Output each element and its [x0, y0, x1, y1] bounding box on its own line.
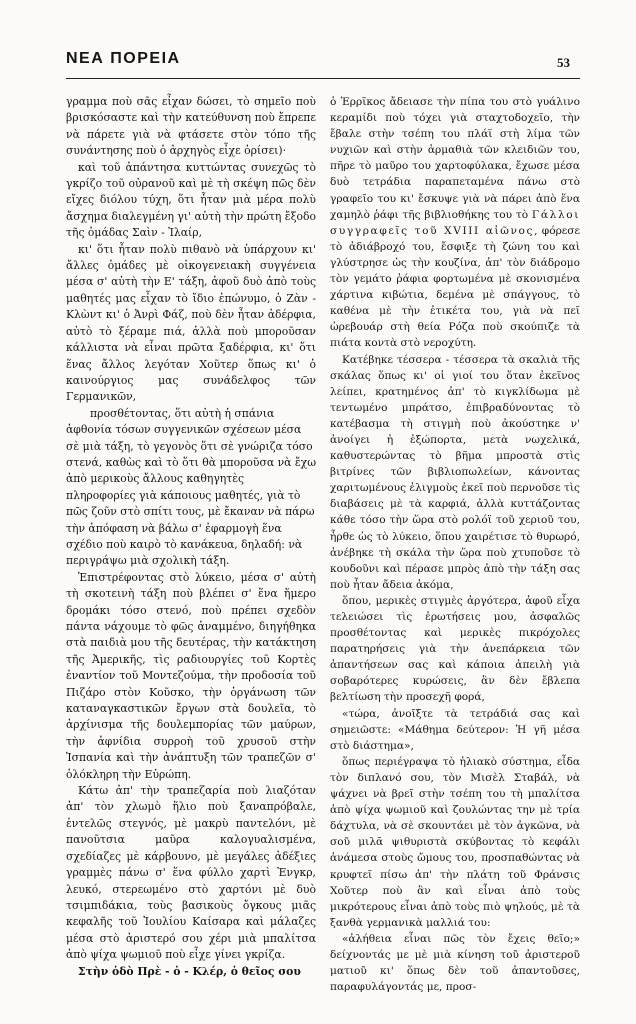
book-title: Γάλλοι συγγραφεῖς τοῦ XVIII αἰῶνος — [330, 208, 580, 237]
paragraph: Κάτω ἀπ' τὴν τραπεζαρία ποὺ λιαζόταν ἀπ' τὸν χλωμὸ ἥλιο ποὺ ξαναπρόβαλε, ἐντελῶς στεγνός, μὲ μακρὺ παντελόνι, μὲ πανοῦτσια μαῦρα καλογυαλισμένα, σχεδίαζες μὲ κάρβουνο, μὲ μεγάλες ἀδέξιες γραμμὲς πάνω σ' ἕνα φύλλο χαρτὶ Ἐνγκρ, λευκό, στερεωμένο στὸ χαρτόνι μὲ δυὸ τσιμπιδάκια, τοὺς βασικοὺς ὄγκους μιᾶς κεφαλῆς τοῦ Ἰουλίου Καίσαρα καὶ μάλαζες μέσα στὸ ἀριστερό σου χέρι μιὰ μπαλίτσα ἀπὸ ψίχα ψωμιοῦ ποὺ εἶχε γίνει γκρίζα. — [66, 784, 316, 962]
paragraph: «ἀλήθεια εἶναι πῶς τὸν ἔχεις θεῖο;» δείχνοντάς με μὲ μιὰ κίνηση τοῦ ἀριστεροῦ ματιοῦ κι' ὅπως δὲν τοῦ ἀπαντοῦσες, παραφυλάγοντάς με, προσ- — [330, 932, 580, 994]
paragraph: προσθέτοντας, ὅτι αὐτὴ ἡ σπάνια ἀφθονία τόσων συγγενικῶν σχέσεων μέσα σὲ μιὰ τάξη, τὸ γεγονὸς ὅτι σὲ γνώριζα τόσο στενά, καθὼς καὶ τὸ ὅτι θὰ μποροῦσα νὰ ἔχω ἀπὸ μερικοὺς ἄλλους καθηγητὲς πληροφορίες γιὰ κάποιους μαθητές, γιὰ τὸ πῶς ζοῦν στὸ σπίτι τους, μὲ ἔκαναν νὰ πάρω τὴν ἀπόφαση νὰ βάλω σ' ἐφαρμογὴ ἕνα σχέδιο ποὺ καιρὸ τὸ κανάκευα, δηλαδή: νὰ περιγράψω μιὰ σχολικὴ τάξη. — [66, 406, 316, 568]
right-column — [330, 94, 580, 995]
paragraph: ὅπου, μερικὲς στιγμὲς ἀργότερα, ἀφοῦ εἶχα τελειώσει τὶς ἐρωτήσεις μου, ἀσφαλῶς προσθέτοντας καὶ μερικὲς πικρόχολες παρατηρήσεις γιὰ τὴν ἀνεπάρκεια τῶν ἀπαντήσεων σας καὶ κάποια ἀπειλὴ γιὰ σοβαρότερες κυρώσεις, ἂν δὲν ἔβλεπα βελτίωση τὴν προσεχῆ φορά, — [330, 594, 580, 704]
paragraph: Κατέβηκε τέσσερα - τέσσερα τὰ σκαλιὰ τῆς σκάλας ὅπως κι' οἱ γιοί του ὅταν ἐκεῖνος λείπει, κρατημένος ἀπ' τὸ κιγκλίδωμα μὲ τεντωμένο μπράτσο, ἐπιβραδύνοντας τὸ κατέβασμα τὴ στιγμὴ ποὺ ἀκούστηκε ν' ἀνοίγει ἡ ἐξώπορτα, μετὰ νωχελικά, καθυστερώντας τὸ βῆμα μπροστὰ στὶς βιτρίνες τῶν βιβλιοπωλείων, κάνοντας χαριτωμένους ἐλιγμοὺς ἐκεῖ ποὺ περνοῦσε τὶς διαβάσεις μὲ τὰ καρφιά, ἀλλὰ κυττάζοντας κάθε τόσο τὴν ὥρα στὸ ρολόϊ τοῦ χεριοῦ του, ἦρθε ὡς τὸ λύκειο, ὅπου χαιρέτισε τὸ θυρωρό, ἀνέβηκε τὴ σκάλα τὴν ὥρα ποὺ χτυποῦσε τὸ κουδοῦνι καὶ πέρασε μπρὸς ἀπὸ τὴν τάξη σας ποὺ ἦταν ἄδεια ἀκόμα, — [330, 353, 580, 591]
paragraph — [330, 94, 580, 352]
paragraph: Ἐπιστρέφοντας στὸ λύκειο, μέσα σ' αὐτὴ τὴ σκοτεινὴ τάξη ποὺ βλέπει σ' ἕνα ἥμερο δρομάκι τόσο στενό, ποὺ πρέπει σχεδὸν πάντα νάχουμε τὸ φῶς ἀναμμένο, διηγήθηκα στὰ παιδιὰ μου τῆς δευτέρας, τὴν κατάκτηση τῆς Ἀμερικῆς, τὶς ραδιουργίες τοῦ Κορτὲς ἐναντίον τοῦ Μοντεζούμα, τὴν προδοσία τοῦ Πιζάρο στὸν Κοῦσκο, τὴν ὀργάνωση τῶν καταναγκαστικῶν ἔργων στὰ δουλεῖα, τὸ ἀρχίνισμα τῆς δουλεμπορίας τῶν μαύρων, τὴν ἀφνίδια συρροὴ τοῦ χρυσοῦ στὴν Ἰσπανία καὶ τὴν ἀνάπτυξη τῶν τραπεζῶν σ' ὁλόκληρη τὴν Εὐρώπη. — [66, 570, 316, 781]
paragraph: Στὴν ὁδὸ Πρὲ - ὀ - Κλέρ, ὁ θεῖος σου — [78, 964, 301, 978]
paragraph-text: ὁ Ἐρρῖκος ἄδειασε τὴν πίπα του στὸ γυάλινο κεραμίδι ποὺ τόχει γιὰ σταχτοδοχεῖο, τὴν ἔβαλε στὴν τσέπη του πλάϊ στὴ λίμα τῶν νυχιῶν καὶ στὴν ἁρμαθιὰ τῶν κλειδιῶν του, πῆρε τὸ μαῦρο του χαρτοφύλακα, ἔχωσε μέσα δυὸ τετράδια παραπεταμένα πάνω στὸ γραφεῖο του κι' ἔσκυψε γιὰ νὰ πάρει ἀπὸ ἕνα χαμηλὸ ῥάφι τῆς βιβλιοθήκης του τὸ — [330, 96, 580, 221]
left-column — [66, 94, 316, 980]
paragraph: κι' ὅτι ἦταν πολὺ πιθανὸ νὰ ὑπάρχουν κι' ἄλλες ὁμάδες μὲ οἰκογενειακὴ συγγένεια μέσα σ' αὐτὴ τὴν Ε' τάξη, ἀφοῦ δυὸ ἀπὸ τοὺς μαθητές μας εἶχαν τὸ ἴδιο ἐπώνυμο, ὁ Ζὰν - Κλὼντ κι' ὁ Ἀνρὶ Φάζ, ποὺ δὲν ἦταν ἀδέρφια, αὐτὸ τὸ ξέραμε πιά, ἀλλὰ ποὺ μποροῦσαν κάλλιστα νὰ εἶναι πρῶτα ξαδέρφια, κι' ὅτι ἕνας ἄλλος λεγόταν Χοῦτερ ὅπως κι' ὁ καινούργιος μας συνάδελφος τῶν Γερμανικῶν, — [66, 242, 316, 404]
paragraph: καὶ τοῦ ἀπάντησα κυττώντας συνεχῶς τὸ γκρίζο τοῦ οὐρανοῦ καὶ μὲ τὴ σκέψη πῶς δὲν εἴχες διόλου τύχη, ὅτι ἦταν μιὰ μέρα πολὺ ἄσχημα διαλεγμένη γι' αὐτὴ τὴν πρώτη ἔξοδο τῆς ὁμάδας Σαὶν - Ἰλαίρ, — [66, 160, 317, 240]
header-rule — [66, 78, 580, 79]
paragraph: γραμμα ποὺ σᾶς εἶχαν δώσει, τὸ σημεῖο ποὺ βρισκόσαστε καὶ τὴν κατεύθυνση ποὺ ἔπρεπε νὰ πάρετε γιὰ νὰ φτάσετε στὸν τόπο τῆς συνάντησης ποὺ ὁ ἀρχηγὸς εἶχε ὁρίσει)· — [66, 95, 316, 158]
paragraph-text: , φόρεσε τὸ ἀδιάβροχό του, ἔσφιξε τὴ ζώνη του καὶ γλύστρησε ὡς τὴν κουζίνα, ἀπ' τὸν διάδρομο τὸν γεμάτο ῥάφια φορτωμένα μὲ σκονισμένα χάρτινα κιβώτια, δεμένα μὲ σπάγγους, τὸ καθένα μὲ τὴν ἐτικέτα του, γιὰ νὰ πεῖ ὠρεβουάρ στὴ θεία Ρόζα ποὺ σκούπιζε τὰ πιάτα κοντὰ στὸ νεροχύτη. — [330, 224, 581, 350]
paragraph: «τώρα, ἀνοῖξτε τὰ τετράδιά σας καὶ σημειῶστε: «Μάθημα δεύτερον: Ἡ γῆ μέσα στὸ διάστημα», — [330, 707, 580, 752]
paragraph: ὅπως περιέγραψα τὸ ἡλιακὸ σύστημα, εἶδα τὸν διπλανό σου, τὸν Μισὲλ Σταβάλ, νὰ ψάχνει νὰ βρεῖ στὴν τσέπη του τὴ μπαλίτσα ἀπὸ ψίχα ψωμιοῦ καὶ ζουλώντας την μὲ τρία δάχτυλα, νὰ σὲ σκουντάει μὲ τὸν ἀγκῶνα, νὰ σοῦ μιλᾶ ψιθυριστὰ σκύβοντας τὸ κεφάλι ἀνάμεσα στοὺς ὤμους του, προσπαθώντας νὰ κρυφτεῖ πίσω ἀπ' τὴν πλάτη τοῦ Φράνσις Χοῦτερ ποὺ ἂν καὶ εἶναι ἀπὸ τοὺς μικρότερους εἶναι ἀπὸ τοὺς πιὸ ψηλούς, μὲ τὰ ξανθὰ γερμανικὰ μαλλιά του: — [330, 755, 580, 929]
page-number: 53 — [557, 55, 570, 70]
running-header-title: ΝΕΑ ΠΟΡΕΙΑ — [66, 50, 181, 67]
